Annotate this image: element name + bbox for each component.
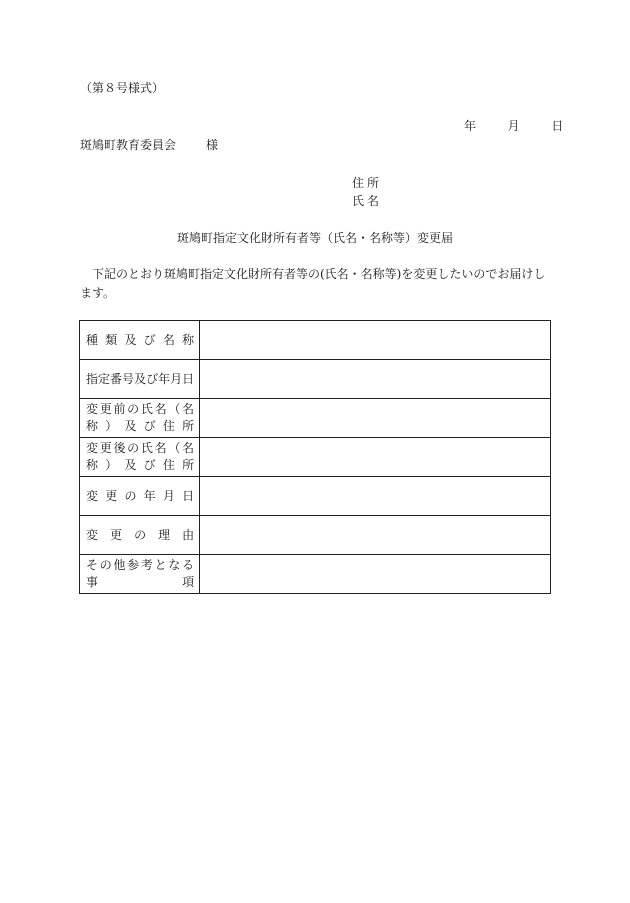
- table-row: [80, 477, 551, 516]
- table-row-value[interactable]: [200, 516, 551, 555]
- table-row: [80, 555, 551, 594]
- form-number: （第８号様式）: [80, 81, 165, 95]
- table-row-label: [80, 360, 200, 399]
- label-line: 変 更 の 理 由: [86, 527, 195, 542]
- table-row-value[interactable]: [200, 321, 551, 360]
- date-month-label: 月: [507, 119, 520, 133]
- table-row-label: [80, 438, 200, 477]
- date-day-label: 日: [551, 119, 564, 133]
- body-text: [80, 265, 555, 303]
- addressee-honorific: 様: [206, 138, 219, 152]
- label-line: 事 項: [86, 575, 195, 589]
- table-row: [80, 438, 551, 477]
- label-line: 称 ） 及 び 住 所: [86, 458, 195, 472]
- table-row: [80, 321, 551, 360]
- date-year-label: 年: [464, 119, 477, 133]
- body-paragraph: 下記のとおり斑鳩町指定文化財所有者等の(氏名・名称等)を変更したいのでお届けします。: [80, 267, 546, 300]
- table-row-value[interactable]: [200, 360, 551, 399]
- table-row-label: [80, 321, 200, 360]
- date-line: [464, 119, 563, 133]
- applicant-name-label: 氏名: [352, 194, 383, 208]
- label-line: 変 更 後 の 氏 名 （ 名: [86, 441, 195, 455]
- label-line: 称 ） 及 び 住 所: [86, 419, 195, 433]
- table-row-label: [80, 555, 200, 594]
- table-row: [80, 360, 551, 399]
- table-row-label: [80, 399, 200, 438]
- addressee-name: 斑鳩町教育委員会: [80, 138, 177, 152]
- label-line: 変 更 の 年 月 日: [86, 488, 195, 503]
- label-line: そ の 他 参 考 と な る: [86, 558, 195, 572]
- table-row: [80, 516, 551, 555]
- table-row-value[interactable]: [200, 438, 551, 477]
- table-row-value[interactable]: [200, 555, 551, 594]
- applicant-address-label: 住所: [352, 176, 383, 190]
- label-line: 変 更 前 の 氏 名 （ 名: [86, 402, 195, 416]
- label-line: 指 定 番 号 及 び 年 月 日: [86, 371, 195, 386]
- document-title: 斑鳩町指定文化財所有者等（氏名・名称等）変更届: [176, 231, 453, 245]
- table-row-value[interactable]: [200, 477, 551, 516]
- addressee: [80, 138, 218, 152]
- label-line: 種 類 及 び 名 称: [86, 332, 195, 347]
- table-row-value[interactable]: [200, 399, 551, 438]
- table-row-label: [80, 516, 200, 555]
- details-table: [79, 320, 551, 594]
- table-row: [80, 399, 551, 438]
- table-row-label: [80, 477, 200, 516]
